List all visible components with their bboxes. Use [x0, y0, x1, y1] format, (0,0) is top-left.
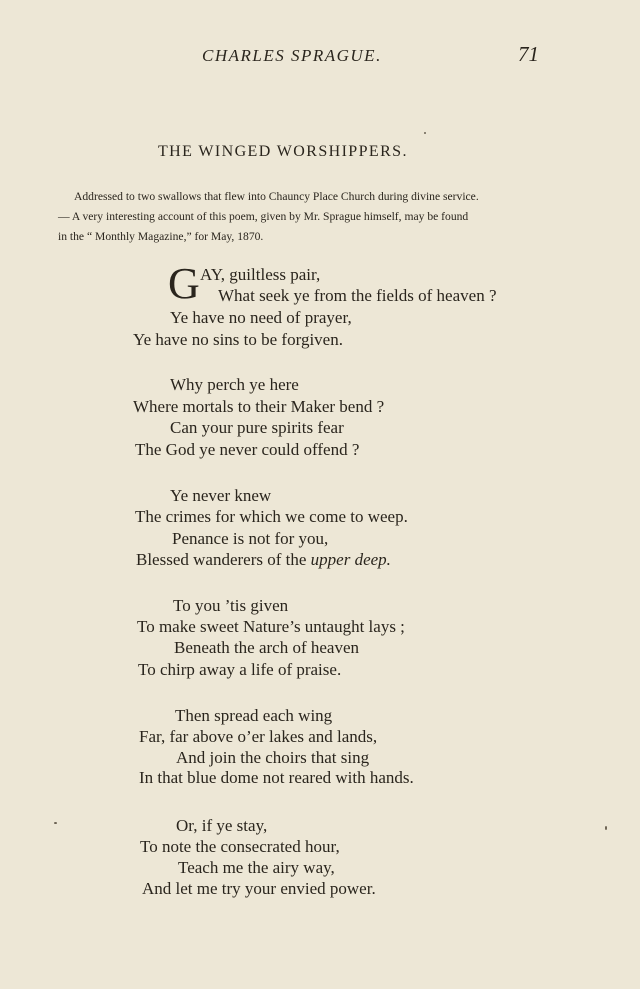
paper-speck [424, 132, 426, 134]
drop-cap: G [168, 259, 200, 308]
poem-line: Beneath the arch of heaven [174, 638, 360, 657]
poem-line: Penance is not for you, [172, 529, 329, 548]
headnote-line: Addressed to two swallows that flew into Chauncy Place Church during divine service. [74, 190, 479, 203]
headnote [58, 187, 546, 247]
poem-line-text: Blessed wanderers of the [136, 550, 307, 569]
headnote-line: in the “ Monthly Magazine,” for May, 1870. [58, 230, 264, 243]
poem-line: And join the choirs that sing [176, 748, 370, 767]
italic-phrase: upper deep. [310, 550, 391, 569]
page-number: 71 [518, 42, 539, 66]
poem-line: Can your pure spirits fear [170, 418, 344, 437]
poem-line: To chirp away a life of praise. [138, 660, 342, 679]
poem-line: The God ye never could offend ? [135, 440, 360, 459]
poem-line: Ye have no need of prayer, [170, 308, 352, 327]
poem-line: The crimes for which we come to weep. [135, 507, 408, 526]
poem-line: To note the consecrated hour, [140, 837, 340, 856]
poem-title: THE WINGED WORSHIPPERS. [158, 143, 408, 160]
poem-line: Teach me the airy way, [178, 858, 335, 877]
paper-speck [54, 822, 57, 824]
poem-line: To you ’tis given [173, 596, 289, 615]
poem-line: Far, far above o’er lakes and lands, [139, 727, 378, 746]
paper-speck [605, 826, 607, 830]
poem-line [136, 550, 391, 570]
poem-line: Where mortals to their Maker bend ? [133, 397, 385, 416]
poem-line: AY, guiltless pair, [200, 265, 321, 284]
poem-line: Why perch ye here [170, 375, 299, 394]
running-head: CHARLES SPRAGUE. [202, 46, 382, 65]
poem-line: Ye have no sins to be forgiven. [133, 330, 343, 349]
poem-line: To make sweet Nature’s untaught lays ; [137, 617, 405, 636]
poem-line: Then spread each wing [175, 706, 333, 725]
headnote-line: — A very interesting account of this poem, given by Mr. Sprague himself, may be found [58, 210, 469, 223]
poem-line: In that blue dome not reared with hands. [139, 768, 414, 787]
poem-line: Ye never knew [170, 486, 272, 505]
poem-line: What seek ye from the fields of heaven ? [218, 286, 497, 305]
poem-line: Or, if ye stay, [176, 816, 268, 835]
poem-line: And let me try your envied power. [142, 879, 376, 898]
